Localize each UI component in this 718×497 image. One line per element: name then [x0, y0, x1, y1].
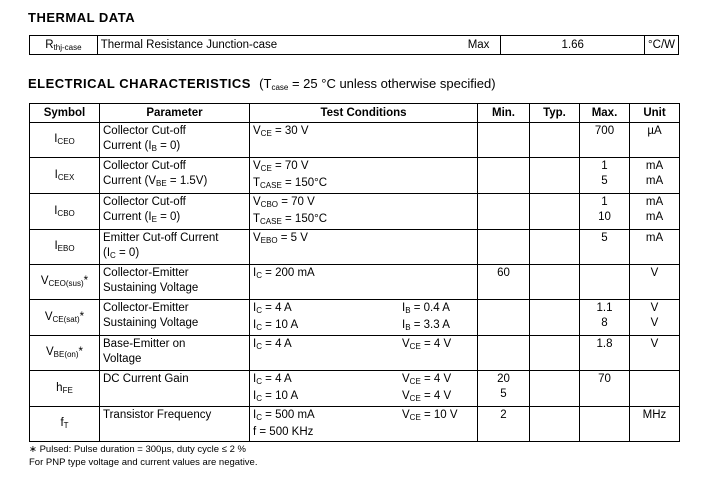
header-max: Max. — [580, 104, 630, 123]
table-row — [30, 371, 680, 407]
cell-symbol: $V_{CEO(sus)}*$ — [30, 265, 100, 300]
table-row — [30, 194, 680, 230]
cell-symbol: $I_{CEX}$ — [30, 158, 100, 194]
cell-min: 2 — [478, 407, 530, 442]
cell-test-conditions: $I_C = 4$ A $V_{CE} = 4$ V — [250, 336, 478, 371]
header-unit: Unit — [630, 104, 680, 123]
cell-test-conditions: $I_C = 4$ A $I_C = 10$ A $V_{CE} = 4$ V $V_{CE} = 4$ V — [250, 371, 478, 407]
cell-symbol: $f_T$ — [30, 407, 100, 442]
cell-parameter: Base-Emitter on Voltage — [100, 336, 250, 371]
thermal-data-table — [29, 35, 679, 55]
cell-test-conditions: $V_{CBO} = 70$ V $T_{CASE} = 150^\circ C$ — [250, 194, 478, 230]
electrical-characteristics-heading: ELECTRICAL CHARACTERISTICS ($T_{case} = 25$ °C unless otherwise specified) — [28, 76, 496, 92]
table-row — [30, 230, 680, 265]
thermal-symbol: $R_{thj-case}$ — [30, 36, 98, 55]
table-row — [30, 300, 680, 336]
thermal-unit: °C/W — [645, 36, 679, 55]
electrical-characteristics-table — [29, 103, 680, 442]
cell-unit: mA mA — [630, 194, 680, 230]
cell-symbol: $V_{BE(on)}*$ — [30, 336, 100, 371]
cell-parameter: Collector Cut-off Current $(I_B = 0)$ — [100, 123, 250, 158]
cell-symbol: $h_{FE}$ — [30, 371, 100, 407]
cell-min — [478, 194, 530, 230]
cell-unit: mA mA — [630, 158, 680, 194]
footnote-pulsed: ∗ Pulsed: Pulse duration = 300µs, duty cycle ≤ 2 % — [29, 444, 246, 455]
thermal-parameter: Thermal Resistance Junction-case — [97, 36, 464, 55]
cell-test-conditions: $I_C = 200$ mA — [250, 265, 478, 300]
cell-typ — [530, 265, 580, 300]
cell-min: 60 — [478, 265, 530, 300]
cell-parameter: Collector-Emitter Sustaining Voltage — [100, 300, 250, 336]
header-symbol: Symbol — [30, 104, 100, 123]
cell-max: 1 5 — [580, 158, 630, 194]
header-parameter: Parameter — [100, 104, 250, 123]
cell-symbol: $I_{EBO}$ — [30, 230, 100, 265]
cell-parameter: Collector Cut-off Current $(V_{BE} = 1.5V)$ — [100, 158, 250, 194]
table-row — [30, 36, 679, 55]
cell-parameter: Collector Cut-off Current $(I_E = 0)$ — [100, 194, 250, 230]
header-min: Min. — [478, 104, 530, 123]
footnote-pnp: For PNP type voltage and current values are negative. — [29, 457, 258, 468]
cell-typ — [530, 407, 580, 442]
cell-typ — [530, 123, 580, 158]
cell-symbol: $V_{CE(sat)}*$ — [30, 300, 100, 336]
cell-min — [478, 158, 530, 194]
cell-unit: V — [630, 336, 680, 371]
cell-max — [580, 407, 630, 442]
cell-unit: mA — [630, 230, 680, 265]
cell-max: 1.8 — [580, 336, 630, 371]
cell-test-conditions: $I_C = 4$ A $I_C = 10$ A $I_B = 0.4$ A $I_B = 3.3$ A — [250, 300, 478, 336]
cell-max: 70 — [580, 371, 630, 407]
thermal-value: 1.66 — [501, 36, 645, 55]
cell-min — [478, 230, 530, 265]
cell-test-conditions: $V_{CE} = 30$ V — [250, 123, 478, 158]
cell-unit: MHz — [630, 407, 680, 442]
header-typ: Typ. — [530, 104, 580, 123]
cell-min — [478, 300, 530, 336]
table-row — [30, 158, 680, 194]
thermal-qualifier: Max — [465, 36, 501, 55]
cell-symbol: $I_{CBO}$ — [30, 194, 100, 230]
table-row — [30, 336, 680, 371]
cell-typ — [530, 230, 580, 265]
cell-parameter: Emitter Cut-off Current $(I_C = 0)$ — [100, 230, 250, 265]
cell-unit — [630, 371, 680, 407]
thermal-data-heading: THERMAL DATA — [28, 10, 136, 25]
cell-parameter: DC Current Gain — [100, 371, 250, 407]
table-header-row — [30, 104, 680, 123]
cell-unit: µA — [630, 123, 680, 158]
cell-typ — [530, 194, 580, 230]
cell-parameter: Collector-Emitter Sustaining Voltage — [100, 265, 250, 300]
cell-unit: V V — [630, 300, 680, 336]
cell-max — [580, 265, 630, 300]
table-body — [30, 123, 680, 442]
cell-test-conditions: $V_{EBO} = 5$ V — [250, 230, 478, 265]
cell-min: 20 5 — [478, 371, 530, 407]
table-row — [30, 265, 680, 300]
cell-typ — [530, 158, 580, 194]
cell-max: 700 — [580, 123, 630, 158]
cell-typ — [530, 300, 580, 336]
cell-max: 1 10 — [580, 194, 630, 230]
cell-max: 1.1 8 — [580, 300, 630, 336]
cell-typ — [530, 371, 580, 407]
cell-test-conditions: $V_{CE} = 70$ V $T_{CASE} = 150^\circ C$ — [250, 158, 478, 194]
table-row — [30, 407, 680, 442]
cell-max: 5 — [580, 230, 630, 265]
cell-symbol: $I_{CEO}$ — [30, 123, 100, 158]
header-test-conditions: Test Conditions — [250, 104, 478, 123]
cell-min — [478, 336, 530, 371]
cell-min — [478, 123, 530, 158]
cell-unit: V — [630, 265, 680, 300]
cell-parameter: Transistor Frequency — [100, 407, 250, 442]
cell-typ — [530, 336, 580, 371]
cell-test-conditions: $I_C = 500$ mA f = 500 KHz $V_{CE} = 10$ V — [250, 407, 478, 442]
table-row — [30, 123, 680, 158]
